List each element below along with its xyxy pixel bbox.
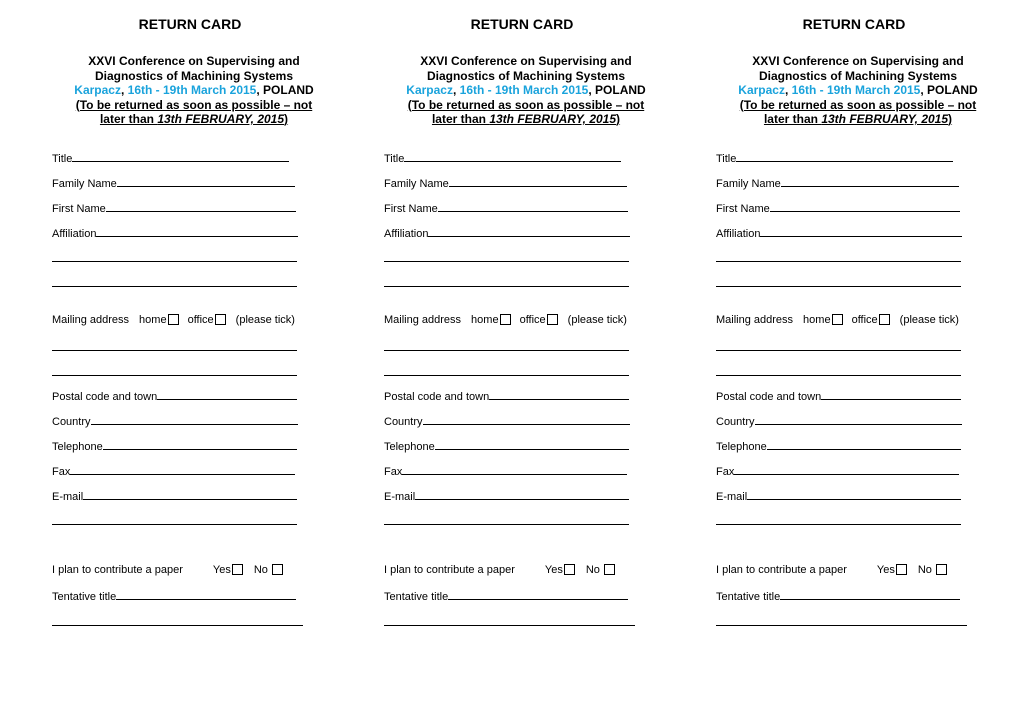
- place-separator: ,: [452, 83, 460, 97]
- return-note-line2: [60, 112, 328, 127]
- please-tick-note: (please tick): [567, 314, 627, 326]
- affiliation-extra-line-2[interactable]: [716, 286, 961, 287]
- return-deadline: 13th FEBRUARY, 2015: [821, 112, 949, 126]
- place-city: Karpacz: [738, 83, 785, 97]
- yes-checkbox[interactable]: [896, 564, 907, 575]
- mailing-address-field: [716, 314, 959, 326]
- title-label: Title: [52, 153, 73, 165]
- contribute-paper-field: [716, 564, 947, 576]
- home-checkbox[interactable]: [168, 314, 179, 325]
- telephone-field[interactable]: [52, 439, 297, 453]
- office-label: office: [519, 314, 546, 326]
- postal-code-field[interactable]: [52, 389, 297, 403]
- please-tick-note: (please tick): [235, 314, 295, 326]
- title-field[interactable]: [52, 151, 289, 165]
- mailing-address-line-2[interactable]: [384, 375, 629, 376]
- conference-name-line1: XXVI Conference on Supervising and: [752, 54, 964, 68]
- email-extra-line[interactable]: [52, 524, 297, 525]
- tentative-title-extra-line[interactable]: [716, 625, 967, 626]
- yes-label: Yes: [544, 564, 563, 576]
- country-field[interactable]: [52, 414, 298, 428]
- family-name-field[interactable]: [384, 176, 627, 190]
- contribute-paper-field: [384, 564, 615, 576]
- contribute-paper-label: I plan to contribute a paper: [52, 564, 183, 576]
- email-input-line[interactable]: [83, 489, 297, 500]
- title-input-line[interactable]: [72, 151, 289, 162]
- email-input-line[interactable]: [747, 489, 961, 500]
- conference-place: [60, 83, 328, 98]
- postal-code-label: Postal code and town: [716, 391, 822, 403]
- email-label: E-mail: [52, 491, 84, 503]
- conference-name-line1: XXVI Conference on Supervising and: [420, 54, 632, 68]
- no-checkbox[interactable]: [604, 564, 615, 575]
- place-dates: 16th - 19th March 2015: [791, 83, 921, 97]
- no-checkbox[interactable]: [272, 564, 283, 575]
- return-note-line1: (To be returned as soon as possible – not: [407, 97, 645, 112]
- affiliation-input-line[interactable]: [428, 226, 630, 237]
- telephone-label: Telephone: [716, 441, 767, 453]
- country-input-line[interactable]: [91, 414, 298, 425]
- fax-input-line[interactable]: [70, 464, 295, 475]
- fax-field[interactable]: [384, 464, 627, 478]
- no-label: No: [253, 564, 268, 576]
- yes-checkbox[interactable]: [232, 564, 243, 575]
- tentative-title-label: Tentative title: [52, 591, 117, 603]
- return-card-3: [716, 0, 1024, 725]
- return-note-line1: (To be returned as soon as possible – not: [739, 97, 977, 112]
- conference-place: [724, 83, 992, 98]
- family-name-input-line[interactable]: [117, 176, 295, 187]
- family-name-label: Family Name: [52, 178, 117, 190]
- family-name-input-line[interactable]: [449, 176, 627, 187]
- title-label: Title: [384, 153, 405, 165]
- office-checkbox[interactable]: [215, 314, 226, 325]
- return-deadline: 13th FEBRUARY, 2015: [157, 112, 285, 126]
- no-label: No: [585, 564, 600, 576]
- affiliation-extra-line-2[interactable]: [384, 286, 629, 287]
- return-note-line1: (To be returned as soon as possible – not: [75, 97, 313, 112]
- affiliation-label: Affiliation: [52, 228, 97, 240]
- postal-code-field[interactable]: [384, 389, 629, 403]
- title-input-line[interactable]: [404, 151, 621, 162]
- fax-label: Fax: [384, 466, 403, 478]
- country-input-line[interactable]: [423, 414, 630, 425]
- mailing-address-line-1[interactable]: [384, 350, 629, 351]
- email-field[interactable]: [716, 489, 961, 503]
- email-extra-line[interactable]: [384, 524, 629, 525]
- first-name-label: First Name: [716, 203, 770, 215]
- tentative-title-extra-line[interactable]: [384, 625, 635, 626]
- country-label: Country: [384, 416, 423, 428]
- telephone-label: Telephone: [52, 441, 103, 453]
- no-checkbox[interactable]: [936, 564, 947, 575]
- affiliation-input-line[interactable]: [760, 226, 962, 237]
- title-field[interactable]: [384, 151, 621, 165]
- return-note-close: ): [616, 112, 621, 126]
- no-label: No: [917, 564, 932, 576]
- contribute-paper-label: I plan to contribute a paper: [716, 564, 847, 576]
- affiliation-extra-line-2[interactable]: [52, 286, 297, 287]
- fax-field[interactable]: [716, 464, 959, 478]
- tentative-title-input-line[interactable]: [448, 589, 628, 600]
- first-name-label: First Name: [52, 203, 106, 215]
- mailing-address-line-1[interactable]: [716, 350, 961, 351]
- home-label: home: [471, 314, 499, 326]
- telephone-input-line[interactable]: [103, 439, 297, 450]
- place-city: Karpacz: [74, 83, 121, 97]
- card-title: RETURN CARD: [470, 16, 574, 32]
- mailing-address-line-1[interactable]: [52, 350, 297, 351]
- first-name-field[interactable]: [716, 201, 960, 215]
- mailing-address-label: Mailing address: [52, 314, 130, 326]
- fax-input-line[interactable]: [402, 464, 627, 475]
- home-checkbox[interactable]: [832, 314, 843, 325]
- postal-code-input-line[interactable]: [157, 389, 297, 400]
- affiliation-field[interactable]: [52, 226, 298, 240]
- postal-code-field[interactable]: [716, 389, 961, 403]
- family-name-label: Family Name: [716, 178, 781, 190]
- first-name-field[interactable]: [52, 201, 296, 215]
- place-country: , POLAND: [588, 83, 646, 97]
- email-input-line[interactable]: [415, 489, 629, 500]
- title-field[interactable]: [716, 151, 953, 165]
- title-input-line[interactable]: [736, 151, 953, 162]
- place-country: , POLAND: [256, 83, 314, 97]
- email-label: E-mail: [384, 491, 416, 503]
- place-country: , POLAND: [920, 83, 978, 97]
- office-checkbox[interactable]: [879, 314, 890, 325]
- email-field[interactable]: [52, 489, 297, 503]
- mailing-address-line-2[interactable]: [52, 375, 297, 376]
- card-title: RETURN CARD: [802, 16, 906, 32]
- return-card-2: [384, 0, 716, 725]
- yes-label: Yes: [212, 564, 231, 576]
- office-label: office: [851, 314, 878, 326]
- return-note-line2: [724, 112, 992, 127]
- conference-header: [392, 54, 660, 127]
- conference-name-line2: Diagnostics of Machining Systems: [94, 68, 294, 83]
- telephone-input-line[interactable]: [767, 439, 961, 450]
- first-name-label: First Name: [384, 203, 438, 215]
- conference-header: [60, 54, 328, 127]
- conference-name-line2: Diagnostics of Machining Systems: [758, 68, 958, 83]
- conference-place: [392, 83, 660, 98]
- conference-name-line1: XXVI Conference on Supervising and: [88, 54, 300, 68]
- telephone-field[interactable]: [384, 439, 629, 453]
- email-field[interactable]: [384, 489, 629, 503]
- mailing-address-field: [52, 314, 295, 326]
- tentative-title-field[interactable]: [716, 589, 960, 603]
- office-label: office: [187, 314, 214, 326]
- postal-code-input-line[interactable]: [821, 389, 961, 400]
- first-name-input-line[interactable]: [106, 201, 296, 212]
- country-input-line[interactable]: [755, 414, 962, 425]
- place-separator: ,: [784, 83, 792, 97]
- affiliation-field[interactable]: [716, 226, 962, 240]
- fax-label: Fax: [52, 466, 71, 478]
- first-name-field[interactable]: [384, 201, 628, 215]
- telephone-input-line[interactable]: [435, 439, 629, 450]
- affiliation-extra-line-1[interactable]: [52, 261, 297, 262]
- return-note-line2: [392, 112, 660, 127]
- return-card-1: [52, 0, 384, 725]
- family-name-field[interactable]: [716, 176, 959, 190]
- affiliation-field[interactable]: [384, 226, 630, 240]
- postal-code-label: Postal code and town: [384, 391, 490, 403]
- country-field[interactable]: [384, 414, 630, 428]
- country-field[interactable]: [716, 414, 962, 428]
- fax-label: Fax: [716, 466, 735, 478]
- tentative-title-label: Tentative title: [716, 591, 781, 603]
- card-title: RETURN CARD: [138, 16, 242, 32]
- home-label: home: [803, 314, 831, 326]
- return-note-prefix: later than: [99, 112, 158, 126]
- family-name-label: Family Name: [384, 178, 449, 190]
- please-tick-note: (please tick): [899, 314, 959, 326]
- place-dates: 16th - 19th March 2015: [459, 83, 589, 97]
- affiliation-label: Affiliation: [384, 228, 429, 240]
- contribute-paper-label: I plan to contribute a paper: [384, 564, 515, 576]
- family-name-field[interactable]: [52, 176, 295, 190]
- conference-name-line2: Diagnostics of Machining Systems: [426, 68, 626, 83]
- postal-code-input-line[interactable]: [489, 389, 629, 400]
- mailing-address-label: Mailing address: [716, 314, 794, 326]
- tentative-title-input-line[interactable]: [780, 589, 960, 600]
- return-note-prefix: later than: [763, 112, 822, 126]
- office-checkbox[interactable]: [547, 314, 558, 325]
- fax-input-line[interactable]: [734, 464, 959, 475]
- home-checkbox[interactable]: [500, 314, 511, 325]
- return-note-close: ): [284, 112, 289, 126]
- place-city: Karpacz: [406, 83, 453, 97]
- mailing-address-field: [384, 314, 627, 326]
- first-name-input-line[interactable]: [438, 201, 628, 212]
- tentative-title-input-line[interactable]: [116, 589, 296, 600]
- email-extra-line[interactable]: [716, 524, 961, 525]
- home-label: home: [139, 314, 167, 326]
- affiliation-input-line[interactable]: [96, 226, 298, 237]
- place-separator: ,: [120, 83, 128, 97]
- telephone-label: Telephone: [384, 441, 435, 453]
- yes-label: Yes: [876, 564, 895, 576]
- country-label: Country: [716, 416, 755, 428]
- title-label: Title: [716, 153, 737, 165]
- affiliation-extra-line-1[interactable]: [716, 261, 961, 262]
- tentative-title-extra-line[interactable]: [52, 625, 303, 626]
- return-note-close: ): [948, 112, 953, 126]
- email-label: E-mail: [716, 491, 748, 503]
- contribute-paper-field: [52, 564, 283, 576]
- family-name-input-line[interactable]: [781, 176, 959, 187]
- first-name-input-line[interactable]: [770, 201, 960, 212]
- country-label: Country: [52, 416, 91, 428]
- mailing-address-label: Mailing address: [384, 314, 462, 326]
- yes-checkbox[interactable]: [564, 564, 575, 575]
- place-dates: 16th - 19th March 2015: [127, 83, 257, 97]
- affiliation-label: Affiliation: [716, 228, 761, 240]
- fax-field[interactable]: [52, 464, 295, 478]
- tentative-title-label: Tentative title: [384, 591, 449, 603]
- telephone-field[interactable]: [716, 439, 961, 453]
- tentative-title-field[interactable]: [384, 589, 628, 603]
- mailing-address-line-2[interactable]: [716, 375, 961, 376]
- affiliation-extra-line-1[interactable]: [384, 261, 629, 262]
- return-deadline: 13th FEBRUARY, 2015: [489, 112, 617, 126]
- postal-code-label: Postal code and town: [52, 391, 158, 403]
- conference-header: [724, 54, 992, 127]
- tentative-title-field[interactable]: [52, 589, 296, 603]
- return-note-prefix: later than: [431, 112, 490, 126]
